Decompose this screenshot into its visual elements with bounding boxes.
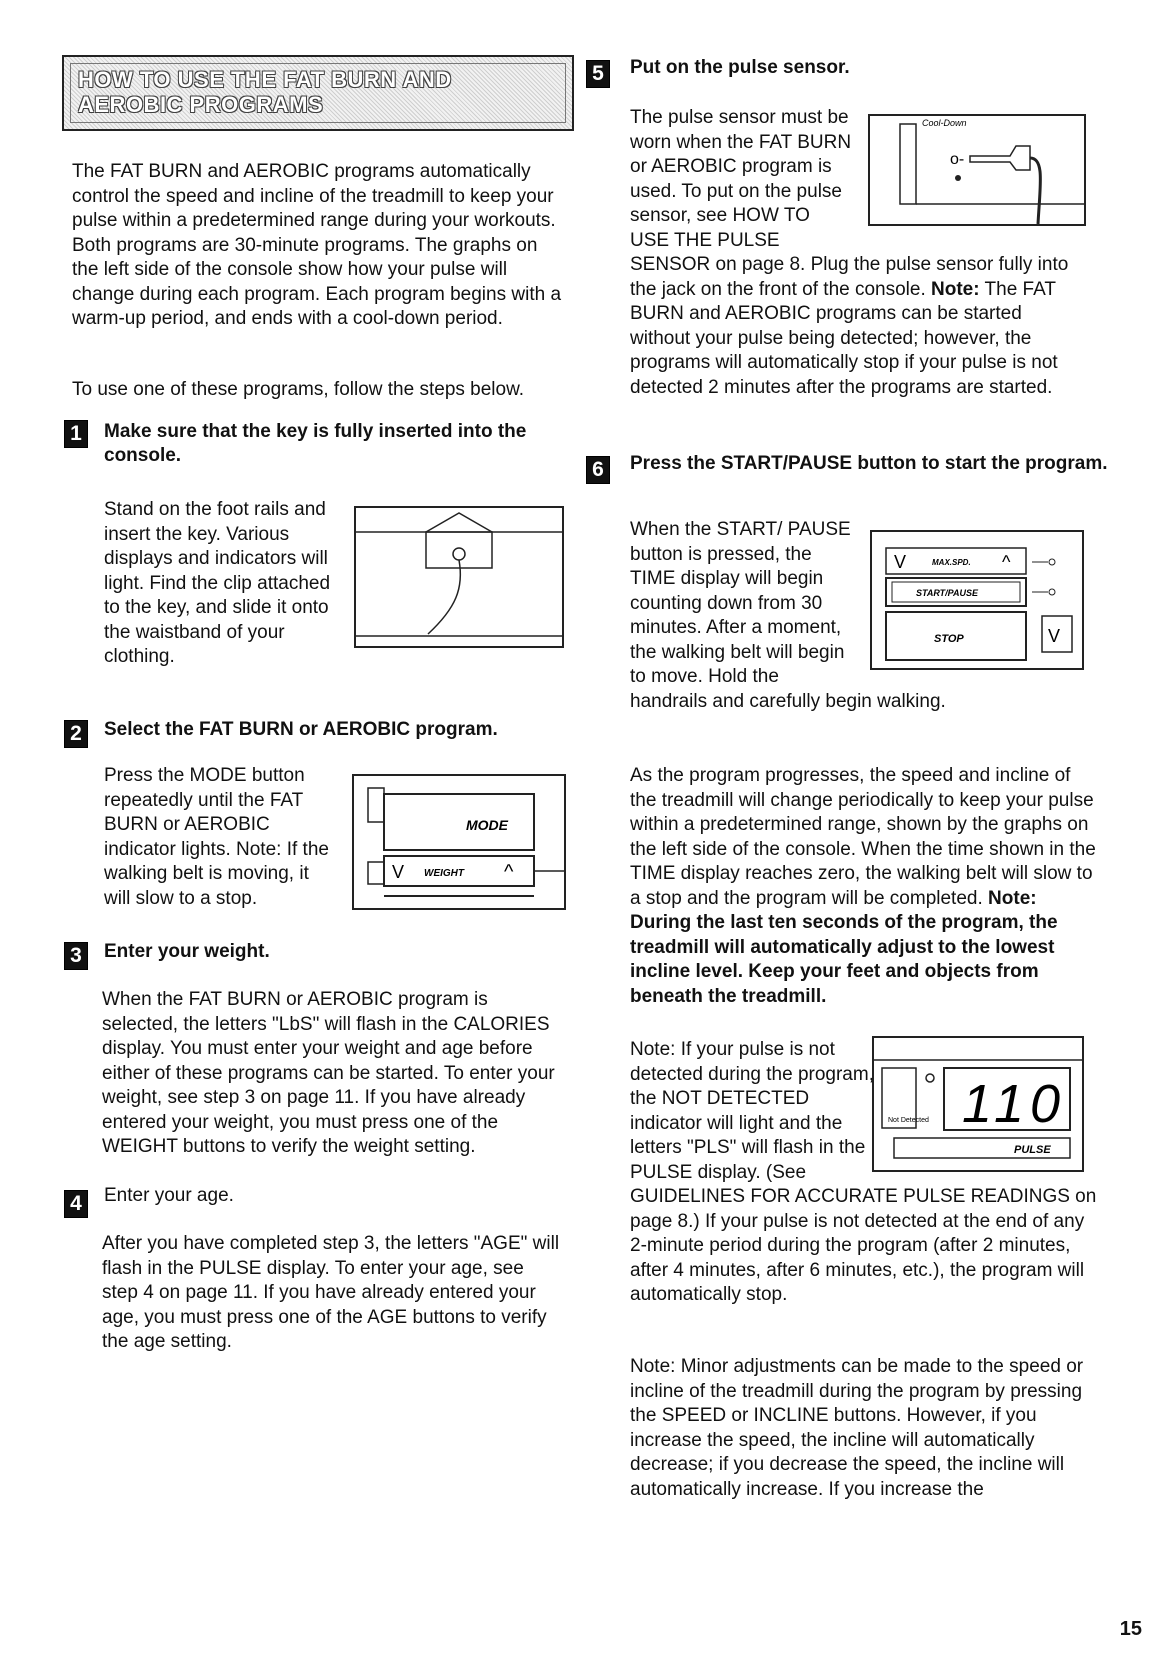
jack-icon: o- <box>950 151 965 168</box>
maxspd-label: MAX.SPD. <box>932 558 971 567</box>
chevron-down-icon-2: V <box>894 552 907 572</box>
intro-paragraph: The FAT BURN and AEROBIC programs automatically control the speed and incline of the treadmill to keep your pulse within a predetermined range during your workouts. Both programs are 30-minute programs. The graphs on the left side of the console show how your pulse will change during each program. Each program begins with a warm-up period, and ends with a cool-down period. <box>72 161 562 329</box>
step-6-body <box>630 518 1082 714</box>
key-clip-illustration <box>356 508 562 646</box>
page-number: 15 <box>1119 1618 1142 1640</box>
pulse-label: PULSE <box>1014 1144 1051 1156</box>
step-6-warning: Note: During the last ten seconds of the program, the treadmill will automatically adjust to the lowest incline level. Keep your feet and objects from beneath the treadmill. <box>630 887 1058 1007</box>
weight-label: WEIGHT <box>424 868 464 879</box>
chevron-down-icon-3: V <box>1048 626 1061 646</box>
step-5-number: 5 <box>586 60 610 88</box>
mode-button-figure <box>352 774 566 910</box>
step-4-number: 4 <box>64 1190 88 1218</box>
step-1-body: Stand on the foot rails and insert the key. Various displays and indicators will light. Find the clip attached to the key, and slide it onto the waistband of your clothing. <box>104 499 331 667</box>
step-1-number: 1 <box>64 420 88 448</box>
step-6-note-pulse <box>630 1038 1102 1308</box>
step-6-progress-text: As the program progresses, the speed and incline of the treadmill will change periodically to keep your pulse within a predetermined range, shown by the graphs on the left side of the console. When the time shown in the TIME display reaches zero, the walking belt will slow to a stop and the program will be completed. <box>630 765 1096 909</box>
not-detected-label: Not Detected <box>888 1117 929 1124</box>
section-banner <box>62 55 574 131</box>
step-6-note-adjust: Note: Minor adjustments can be made to the speed or incline of the treadmill during the program by pressing the SPEED or INCLINE buttons. However, if you increase the speed, the incline will automatically decrease; if you decrease the speed, the incline will automatically increase. If you increase the <box>630 1356 1084 1500</box>
step-6-progress <box>630 764 1102 1009</box>
step-5-note: The FAT BURN and AEROBIC programs can be started without your pulse being detected; however, the programs will automatically stop if your pulse is not detected 2 minutes after the programs are started. <box>630 278 1058 398</box>
step-2-number: 2 <box>64 720 88 748</box>
step-4-title: Enter your age. <box>104 1185 234 1206</box>
key-console-figure <box>354 506 564 648</box>
step-4-body: After you have completed step 3, the letters "AGE" will flash in the PULSE display. To enter your age, see step 4 on page 11. If you have already entered your age, you must press one of the AGE buttons to verify the age setting. <box>102 1233 560 1352</box>
step-5-note-label: Note: <box>931 278 980 300</box>
cooldown-label: Cool-Down <box>922 118 967 128</box>
intro-instruction: To use one of these programs, follow the steps below. <box>72 379 525 400</box>
section-title: HOW TO USE THE FAT BURN AND AEROBIC PROGRAMS <box>78 67 452 117</box>
startpause-label: START/PAUSE <box>916 588 979 598</box>
stop-label: STOP <box>934 633 964 645</box>
chevron-down-icon: V <box>392 862 405 882</box>
figure-spacer-3 <box>876 1038 1102 1184</box>
step-5-body <box>630 106 1082 400</box>
step-1-title: Make sure that the key is fully inserted into the console. <box>104 421 527 466</box>
step-6-number: 6 <box>586 456 610 484</box>
chevron-up-icon: ^ <box>504 861 514 883</box>
chevron-up-icon-2: ^ <box>1002 552 1011 572</box>
figure-spacer-2 <box>854 518 1082 666</box>
mode-label: MODE <box>466 817 508 833</box>
step-6-text: When the START/ PAUSE button is pressed, the TIME display will begin counting down from 30 minutes. After a moment, the walking belt will begin to move. Hold the handrails and carefully begin walking. <box>630 519 946 712</box>
step-2-title: Select the FAT BURN or AEROBIC program. <box>104 719 498 740</box>
step-6-title: Press the START/PAUSE button to start the program. <box>630 453 1108 474</box>
pulse-value: 110 <box>962 1074 1067 1134</box>
step-3-body: When the FAT BURN or AEROBIC program is selected, the letters "LbS" will flash in the CALORIES display. You must enter your weight and age before either of these programs can be started. To enter your weight, see step 3 on page 11. If you have already entered your weight, you must press one of the WEIGHT buttons to verify the weight setting. <box>102 989 555 1157</box>
step-6-note-pulse-text: Note: If your pulse is not detected during the program, the NOT DETECTED indicator will light and the letters "PLS" will flash in the PULSE display. (See GUIDELINES FOR ACCURATE PULSE READINGS on page 8.) If your pulse is not detected at the end of any 2-minute period during the program (after 2 minutes, after 4 minutes, after 6 minutes, etc.), the program will automatically stop. <box>630 1039 1097 1305</box>
step-5-text: The pulse sensor must be worn when the FAT BURN or AEROBIC program is used. To put on the pulse sensor, see HOW TO USE THE PULSE SENSOR on page 8. Plug the pulse sensor fully into the jack on the front of the console. <box>630 107 1069 300</box>
figure-spacer <box>854 106 1082 232</box>
mode-weight-illustration <box>354 776 564 908</box>
step-3-number: 3 <box>64 942 88 970</box>
step-3-title: Enter your weight. <box>104 941 270 962</box>
step-5-title: Put on the pulse sensor. <box>630 57 850 78</box>
step-2-body: Press the MODE button repeatedly until the FAT BURN or AEROBIC indicator lights. Note: If the walking belt is moving, it will slow to a stop. <box>104 765 329 909</box>
